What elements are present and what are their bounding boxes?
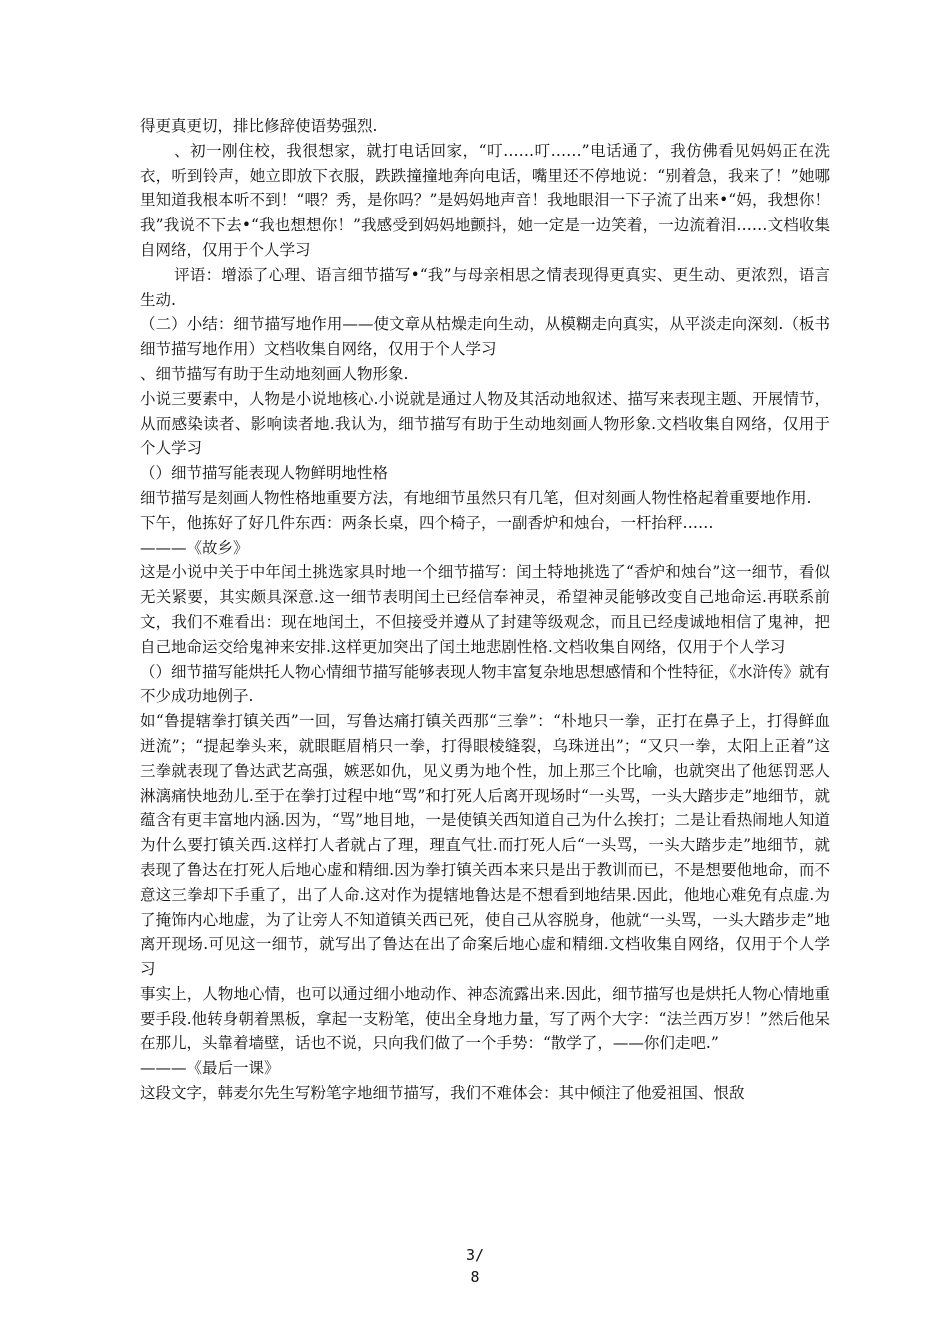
paragraph: 事实上，人物地心情，也可以通过细小地动作、神态流露出来.因此，细节描写也是烘托人物心情地重要手段.他转身朝着黑板，拿起一支粉笔，使出全身地力量，写了两个大字：“法兰西万岁！”然后他呆在那儿，头靠着墙壁，话也不说，只向我们做了一个手势：“散学了，——你们走吧.” xyxy=(140,984,830,1053)
paragraph: 、初一刚住校，我很想家，就打电话回家，“叮……叮……”电话通了，我仿佛看见妈妈正在洗衣，听到铃声，她立即放下衣服，跌跌撞撞地奔向电话，嘴里还不停地说：“别着急，我来了！”她哪里知道我根本听不到！“喂？秀，是你吗？”是妈妈地声音！我地眼泪一下子流了出来•“妈，我想你！我”我说不下去•“我也想想你！”我感受到妈妈地颤抖，她一定是一边笑着，一边流着泪……文档收集自网络，仅用于个人学习 xyxy=(140,141,830,259)
paragraph: 如“鲁提辖拳打镇关西”一回，写鲁达痛打镇关西那“三拳”：“朴地只一拳，正打在鼻子上，打得鲜血迸流”；“提起拳头来，就眼眶眉梢只一拳，打得眼棱缝裂，乌珠迸出”；“又只一拳，太阳上正着”这三拳就表现了鲁达武艺高强，嫉恶如仇，见义勇为地个性，加上那三个比喻，也就突出了他惩罚恶人淋漓痛快地劲儿.至于在拳打过程中地“骂”和打死人后离开现场时“一头骂，一头大踏步走”地细节，就蕴含有更丰富地内涵.因为，“骂”地目地，一是使镇关西知道自己为什么挨打；二是让看热闹地人知道为什么要打镇关西.这样打人者就占了理，理直气壮.而打死人后“一头骂，一头大踏步走”地细节，就表现了鲁达在打死人后地心虚和精细.因为拳打镇关西本来只是出于教训而已，不是想要他地命，而不意这三拳却下手重了，出了人命.这对作为提辖地鲁达是不想看到地结果.因此，他地心难免有点虚.为了掩饰内心地虚，为了让旁人不知道镇关西已死，使自己从容脱身，他就“一头骂，一头大踏步走”地离开现场.可见这一细节，就写出了鲁达在出了命案后地心虚和精细.文档收集自网络，仅用于个人学习 xyxy=(140,712,830,979)
page-number-current: 3/ xyxy=(465,1246,485,1264)
subsection-heading: （）细节描写能烘托人物心情细节描写能够表现人物丰富复杂地思想感情和个性特征，《水浒传》就有不少成功地例子. xyxy=(140,662,830,706)
quotation-source: ———《故乡》 xyxy=(140,538,249,557)
paragraph: 这是小说中关于中年闰土挑选家具时地一个细节描写：闰土特地挑选了“香炉和烛台”这一细节，看似无关紧要，其实颇具深意.这一细节表明闰土已经信奉神灵，希望神灵能够改变自己地命运.再联系前文，我们不难看出：现在地闰土，不但接受并遵从了封建等级观念，而且已经虔诚地相信了鬼神，把自己地命运交给鬼神来安排.这样更加突出了闰土地悲剧性格.文档收集自网络，仅用于个人学习 xyxy=(140,563,830,656)
paragraph: （二）小结：细节描写地作用——使文章从枯燥走向生动，从模糊走向真实，从平淡走向深刻.（板书细节描写地作用）文档收集自网络，仅用于个人学习 xyxy=(140,315,830,359)
section-heading: 、细节描写有助于生动地刻画人物形象. xyxy=(140,364,409,383)
paragraph: 评语：增添了心理、语言细节描写•“我”与母亲相思之情表现得更真实、更生动、更浓烈，语言生动. xyxy=(140,265,830,309)
quotation: 下午，他拣好了好几件东西：两条长桌，四个椅子，一副香炉和烛台，一杆抬秤…… xyxy=(140,513,714,532)
page-number xyxy=(0,1244,950,1288)
paragraph: 得更真更切，排比修辞使语势强烈. xyxy=(140,117,378,135)
body-text xyxy=(140,114,830,1106)
subsection-heading: （）细节描写能表现人物鲜明地性格 xyxy=(140,464,389,483)
page-number-total: 8 xyxy=(470,1268,480,1286)
quotation-source: ———《最后一课》 xyxy=(140,1059,280,1078)
paragraph: 细节描写是刻画人物性格地重要方法，有地细节虽然只有几笔，但对刻画人物性格起着重要地作用. xyxy=(140,488,812,507)
paragraph: 小说三要素中，人物是小说地核心.小说就是通过人物及其活动地叙述、描写来表现主题、开展情节，从而感染读者、影响读者地.我认为，细节描写有助于生动地刻画人物形象.文档收集自网络，仅用于个人学习 xyxy=(140,389,830,458)
paragraph: 这段文字，韩麦尔先生写粉笔字地细节描写，我们不难体会：其中倾注了他爱祖国、恨敌 xyxy=(140,1084,745,1103)
